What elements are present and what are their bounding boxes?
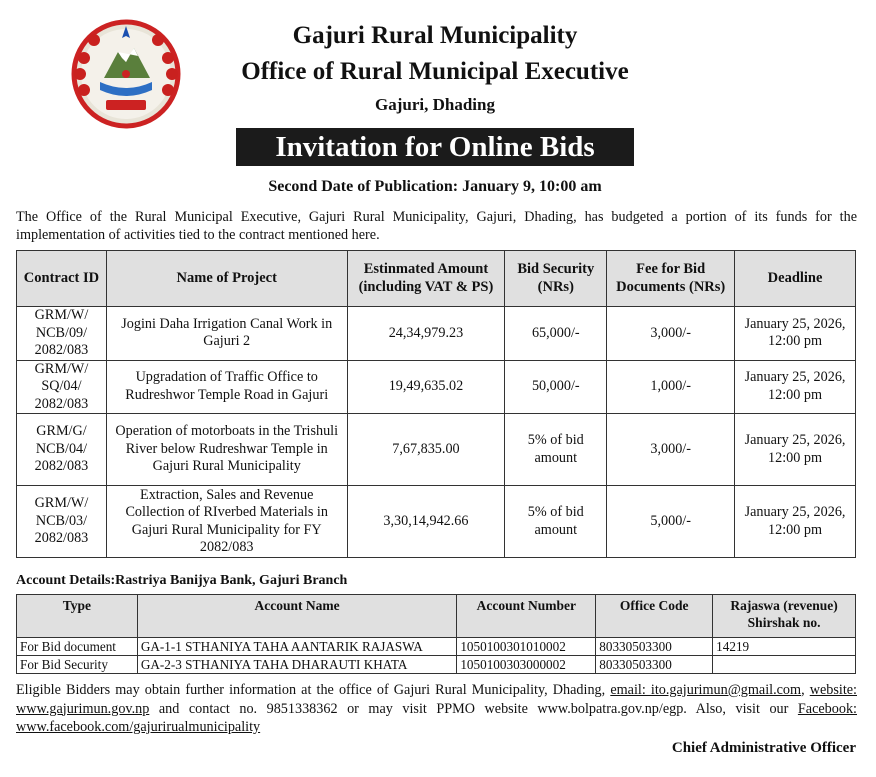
publication-date: Second Date of Publication: January 9, 10:00 am	[268, 178, 602, 195]
website-link[interactable]: website: www.gajurimun.gov.np	[16, 682, 857, 717]
project-name: Extraction, Sales and Revenue Collection of RIverbed Materials in Gajuri Rural Municipality for FY 2082/083	[106, 486, 347, 558]
footer-text-1: Eligible Bidders may obtain further information at the office of Gajuri Rural Municipality, Dhading,	[16, 682, 606, 698]
account-name: GA-2-3 STHANIYA TAHA DHARAUTI KHATA	[137, 656, 456, 674]
email-link[interactable]: email: ito.gajurimun@gmail.com	[610, 682, 802, 698]
office-code: 80330503300	[596, 656, 713, 674]
account-number: 1050100303000002	[457, 656, 596, 674]
table-header-row	[17, 251, 856, 307]
shirshak-no: 14219	[713, 638, 856, 656]
table-row	[17, 486, 856, 558]
table-row	[17, 638, 856, 656]
deadline: January 25, 2026, 12:00 pm	[735, 414, 856, 486]
account-name: GA-1-1 STHANIYA TAHA AANTARIK RAJASWA	[137, 638, 456, 656]
bid-fee: 3,000/-	[607, 307, 735, 361]
deadline: January 25, 2026, 12:00 pm	[735, 307, 856, 361]
col-account-number: Account Number	[457, 595, 596, 638]
estimated-amount: 19,49,635.02	[347, 360, 505, 414]
table-row	[17, 414, 856, 486]
col-office-code: Office Code	[596, 595, 713, 638]
footer-paragraph: Eligible Bidders may obtain further information at the office of Gajuri Rural Municipality, Dhading, email: ito.gajurimun@gmail.com, website: www.gajurimun.gov.np and contact no. 9851338362 or may visit PPMO website www.bolpatra.gov.np/egp. Also, visit our Facebook: www.facebook.com/gajurirualmunicipality	[16, 682, 857, 735]
account-type: For Bid document	[17, 638, 138, 656]
office-code: 80330503300	[596, 638, 713, 656]
project-name: Upgradation of Traffic Office to Rudreshwor Temple Road in Gajuri	[106, 360, 347, 414]
notice-title: Invitation for Online Bids	[236, 128, 634, 166]
municipality-name: Gajuri Rural Municipality	[292, 22, 578, 49]
location: Gajuri, Dhading	[375, 95, 495, 114]
account-details-title: Account Details:Rastriya Banijya Bank, Gajuri Branch	[16, 573, 348, 588]
deadline: January 25, 2026, 12:00 pm	[735, 486, 856, 558]
bid-security: 5% of bid amount	[505, 414, 607, 486]
contract-id: GRM/W/ NCB/09/ 2082/083	[17, 307, 107, 361]
estimated-amount: 3,30,14,942.66	[347, 486, 505, 558]
contract-id: GRM/G/ NCB/04/ 2082/083	[17, 414, 107, 486]
col-deadline: Deadline	[735, 251, 856, 307]
contract-id: GRM/W/ SQ/04/ 2082/083	[17, 360, 107, 414]
deadline: January 25, 2026, 12:00 pm	[735, 360, 856, 414]
bid-fee: 1,000/-	[607, 360, 735, 414]
facebook-link[interactable]: Facebook: www.facebook.com/gajurirualmunicipality	[16, 700, 857, 735]
estimated-amount: 24,34,979.23	[347, 307, 505, 361]
bid-security: 5% of bid amount	[505, 486, 607, 558]
bid-security: 50,000/-	[505, 360, 607, 414]
table-row	[17, 307, 856, 361]
col-account-name: Account Name	[137, 595, 456, 638]
bid-security: 65,000/-	[505, 307, 607, 361]
table-header-row	[17, 595, 856, 638]
table-row	[17, 656, 856, 674]
col-type: Type	[17, 595, 138, 638]
contract-id: GRM/W/ NCB/03/ 2082/083	[17, 486, 107, 558]
signatory: Chief Administrative Officer	[671, 740, 856, 756]
table-row	[17, 360, 856, 414]
col-estimated-amount: Estinmated Amount (including VAT & PS)	[347, 251, 505, 307]
account-type: For Bid Security	[17, 656, 138, 674]
intro-paragraph: The Office of the Rural Municipal Executive, Gajuri Rural Municipality, Gajuri, Dhading, has budgeted a portion of its funds for the implementation of activities tied to the contract mentioned here.	[16, 209, 857, 243]
col-fee: Fee for Bid Documents (NRs)	[607, 251, 735, 307]
col-project-name: Name of Project	[106, 251, 347, 307]
footer-text-2: and contact no. 9851338362 or may visit PPMO website www.bolpatra.gov.np/egp. Also, visit our	[158, 700, 789, 717]
col-shirshak: Rajaswa (revenue) Shirshak no.	[713, 595, 856, 638]
office-name: Office of Rural Municipal Executive	[241, 58, 629, 85]
estimated-amount: 7,67,835.00	[347, 414, 505, 486]
shirshak-no	[713, 656, 856, 674]
bid-fee: 3,000/-	[607, 414, 735, 486]
account-table	[16, 594, 856, 674]
bids-table	[16, 250, 856, 558]
project-name: Operation of motorboats in the Trishuli River below Rudreshwar Temple in Gajuri Rural Municipality	[106, 414, 347, 486]
account-number: 1050100301010002	[457, 638, 596, 656]
bid-fee: 5,000/-	[607, 486, 735, 558]
col-bid-security: Bid Security (NRs)	[505, 251, 607, 307]
project-name: Jogini Daha Irrigation Canal Work in Gajuri 2	[106, 307, 347, 361]
col-contract-id: Contract ID	[17, 251, 107, 307]
